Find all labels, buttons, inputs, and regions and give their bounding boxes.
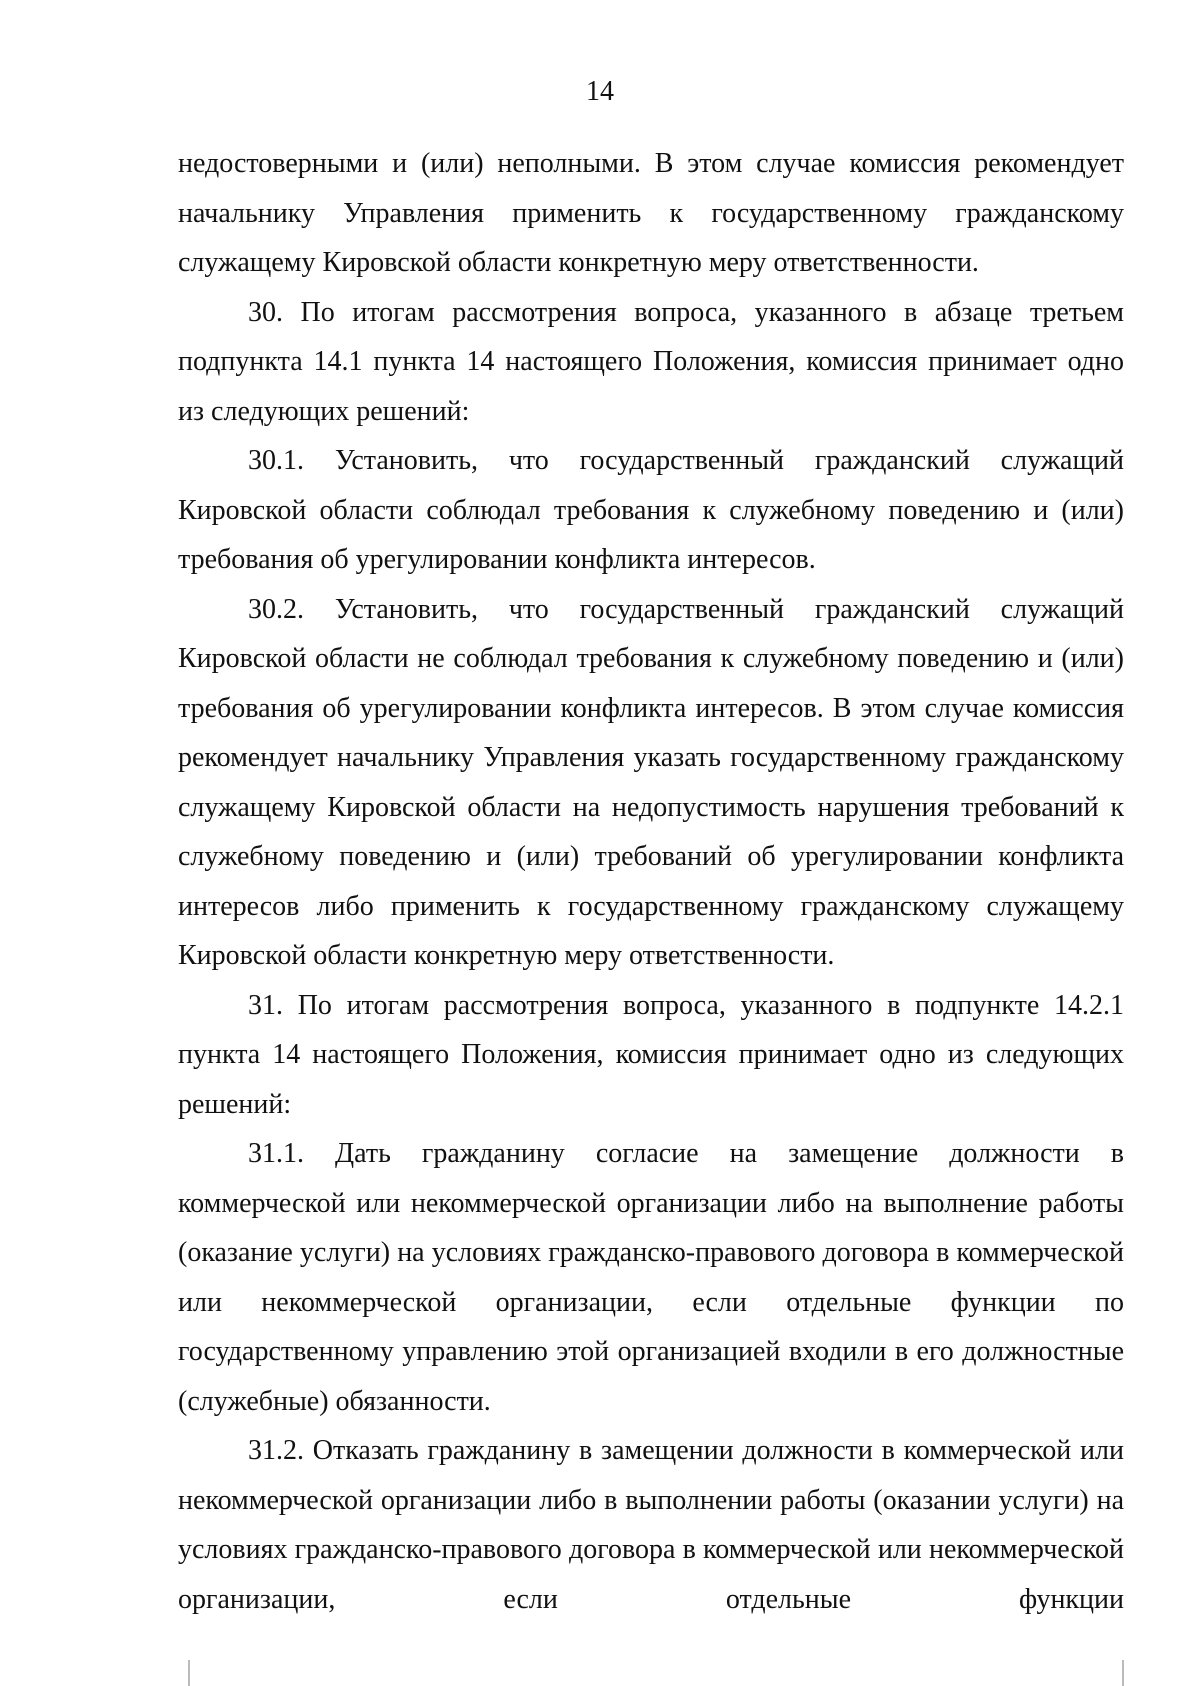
- document-body: [178, 139, 1124, 1624]
- paragraph-continuation: недостоверными и (или) неполными. В этом случае комиссия рекомендует начальнику Управления применить к государственному гражданскому служащему Кировской области конкретную меру ответственности.: [178, 148, 1124, 278]
- scan-edge-mark: [1122, 1660, 1124, 1686]
- scan-edge-mark: [188, 1660, 190, 1686]
- paragraph-31: 31. По итогам рассмотрения вопроса, указанного в подпункте 14.2.1 пункта 14 настоящего Положения, комиссия принимает одно из следующих решений:: [178, 989, 1124, 1120]
- paragraph-30-1: 30.1. Установить, что государственный гражданский служащий Кировской области соблюдал требования к служебному поведению и (или) требования об урегулировании конфликта интересов.: [178, 445, 1124, 575]
- paragraph-30-2: 30.2. Установить, что государственный гражданский служащий Кировской области не соблюдал требования к служебному поведению и (или) требования об урегулировании конфликта интересов. В этом случае комиссия рекомендует начальнику Управления указать государственному гражданскому служащему Кировской области на недопустимость нарушения требований к служебному поведению и (или) требований об урегулировании конфликта интересов либо применить к государственному гражданскому служащему Кировской области конкретную меру ответственности.: [178, 593, 1124, 971]
- paragraph-31-1: 31.1. Дать гражданину согласие на замещение должности в коммерческой или некоммерческой организации либо на выполнение работы (оказание услуги) на условиях гражданско-правового договора в коммерческой или некоммерческой организации, если отдельные функции по государственному управлению этой организацией входили в его должностные (служебные) обязанности.: [178, 1138, 1124, 1417]
- paragraph-31-2: 31.2. Отказать гражданину в замещении должности в коммерческой или некоммерческой организации либо в выполнении работы (оказании услуги) на условиях гражданско-правового договора в коммерческой или некоммерческой организации, если отдельные функции: [178, 1435, 1124, 1615]
- page-number: 14: [586, 76, 614, 107]
- paragraph-30: 30. По итогам рассмотрения вопроса, указанного в абзаце третьем подпункта 14.1 пункта 14 настоящего Положения, комиссия принимает одно из следующих решений:: [178, 296, 1124, 427]
